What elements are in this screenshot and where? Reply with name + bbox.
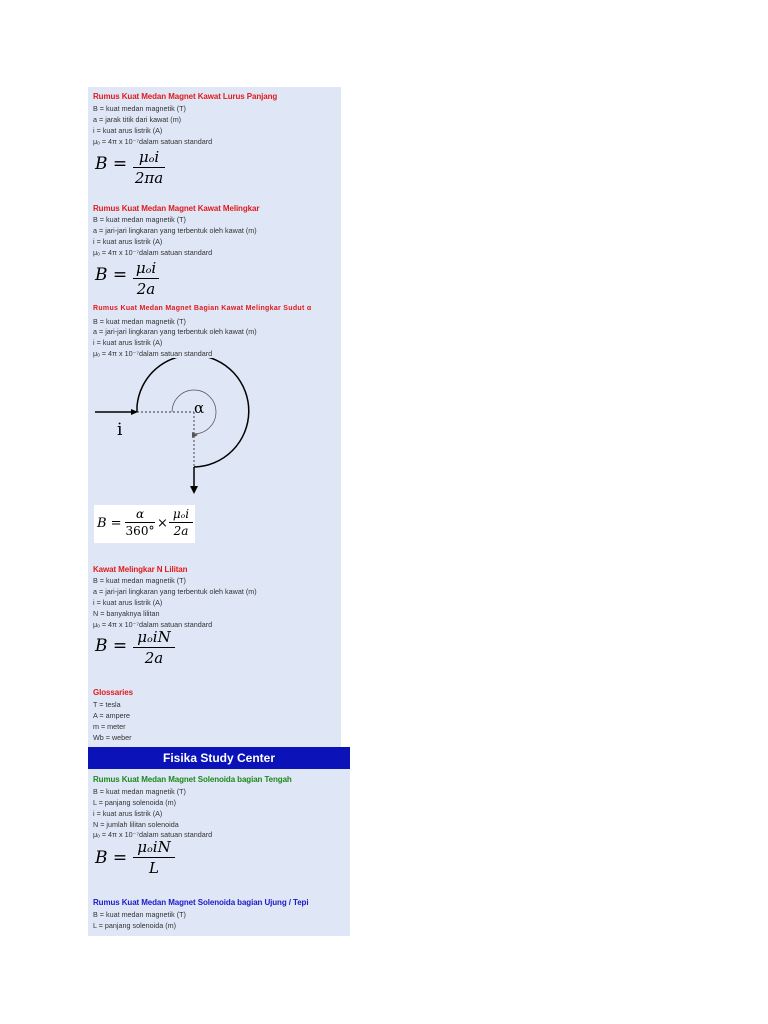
formula-numerator-alpha: α — [135, 507, 145, 521]
alpha-label: α — [194, 399, 205, 417]
section-title-kawat-lurus: Rumus Kuat Medan Magnet Kawat Lurus Panjang — [93, 92, 278, 101]
definition-line: a = jari-jari lingkaran yang terbentuk oleh kawat (m) — [93, 587, 257, 596]
glossary-item: T = tesla — [93, 700, 121, 709]
glossary-item: A = ampere — [93, 711, 130, 720]
definition-line: N = jumlah lilitan solenoida — [93, 820, 179, 829]
definition-line: i = kuat arus listrik (A) — [93, 237, 163, 246]
definition-line: B = kuat medan magnetik (T) — [93, 215, 186, 224]
formula-lhs: B = — [95, 636, 128, 656]
definition-line: B = kuat medan magnetik (T) — [93, 576, 186, 585]
mu-constant-line: μₒ = 4π x 10⁻⁷dalam satuan standard — [93, 349, 213, 358]
mu-constant-line: μₒ = 4π x 10⁻⁷dalam satuan standard — [93, 620, 213, 629]
section-title-kawat-melingkar: Rumus Kuat Medan Magnet Kawat Melingkar — [93, 204, 260, 213]
section-title-solenoida-tengah: Rumus Kuat Medan Magnet Solenoida bagian Tengah — [93, 775, 292, 784]
section-title-solenoida-ujung: Rumus Kuat Medan Magnet Solenoida bagian Ujung / Tepi — [93, 898, 309, 907]
banner-fisika-study-center: Fisika Study Center — [88, 747, 350, 769]
formula-numerator: μₒi — [135, 259, 157, 277]
definition-line: a = jari-jari lingkaran yang terbentuk oleh kawat (m) — [93, 327, 257, 336]
formula-numerator: μₒiN — [137, 628, 171, 646]
wire-arc — [137, 358, 249, 467]
formula-denominator: 2a — [136, 280, 156, 298]
definition-line: i = kuat arus listrik (A) — [93, 598, 163, 607]
definition-line: a = jarak titik dari kawat (m) — [93, 115, 182, 124]
formula-denominator: 2a — [173, 524, 189, 538]
formula-times: × — [157, 516, 168, 531]
glossary-item: Wb = weber — [93, 733, 132, 742]
glossary-item: m = meter — [93, 722, 126, 731]
definition-line: B = kuat medan magnetik (T) — [93, 317, 186, 326]
formula-lhs: B = — [95, 265, 128, 285]
formula-numerator: μₒi — [172, 507, 190, 521]
definition-line: i = kuat arus listrik (A) — [93, 338, 163, 347]
definition-line: i = kuat arus listrik (A) — [93, 809, 163, 818]
definition-line: L = panjang solenoida (m) — [93, 798, 177, 807]
formula-lhs: B = — [97, 516, 122, 531]
section-title-glossaries: Glossaries — [93, 688, 133, 697]
section-title-kawat-melingkar-sudut: Rumus Kuat Medan Magnet Bagian Kawat Melingkar Sudut α — [93, 305, 312, 312]
formula-denominator: 2a — [144, 649, 164, 667]
definition-line: B = kuat medan magnetik (T) — [93, 104, 186, 113]
formula-denominator-360: 360° — [125, 524, 155, 538]
definition-line: B = kuat medan magnetik (T) — [93, 787, 186, 796]
formula-denominator: L — [149, 859, 159, 877]
angle-arrow-icon — [192, 432, 198, 438]
formula-denominator: 2πa — [134, 169, 164, 187]
definition-line: i = kuat arus listrik (A) — [93, 126, 163, 135]
formula-numerator: μₒi — [138, 148, 160, 166]
definition-line: B = kuat medan magnetik (T) — [93, 910, 186, 919]
formula-lhs: B = — [95, 154, 128, 174]
mu-constant-line: μₒ = 4π x 10⁻⁷dalam satuan standard — [93, 248, 213, 257]
outgoing-arrow-icon — [190, 486, 198, 494]
current-label: i — [117, 420, 123, 440]
mu-constant-line: μₒ = 4π x 10⁻⁷dalam satuan standard — [93, 137, 213, 146]
mu-constant-line: μₒ = 4π x 10⁻⁷dalam satuan standard — [93, 830, 213, 839]
section-title-n-lilitan: Kawat Melingkar N Lilitan — [93, 565, 188, 574]
definition-line: L = panjang solenoida (m) — [93, 921, 177, 930]
definition-line: N = banyaknya lilitan — [93, 609, 160, 618]
circular-arc-wire-diagram — [88, 358, 268, 500]
formula-numerator: μₒiN — [137, 838, 171, 856]
definition-line: a = jari-jari lingkaran yang terbentuk oleh kawat (m) — [93, 226, 257, 235]
formula-lhs: B = — [95, 848, 128, 868]
